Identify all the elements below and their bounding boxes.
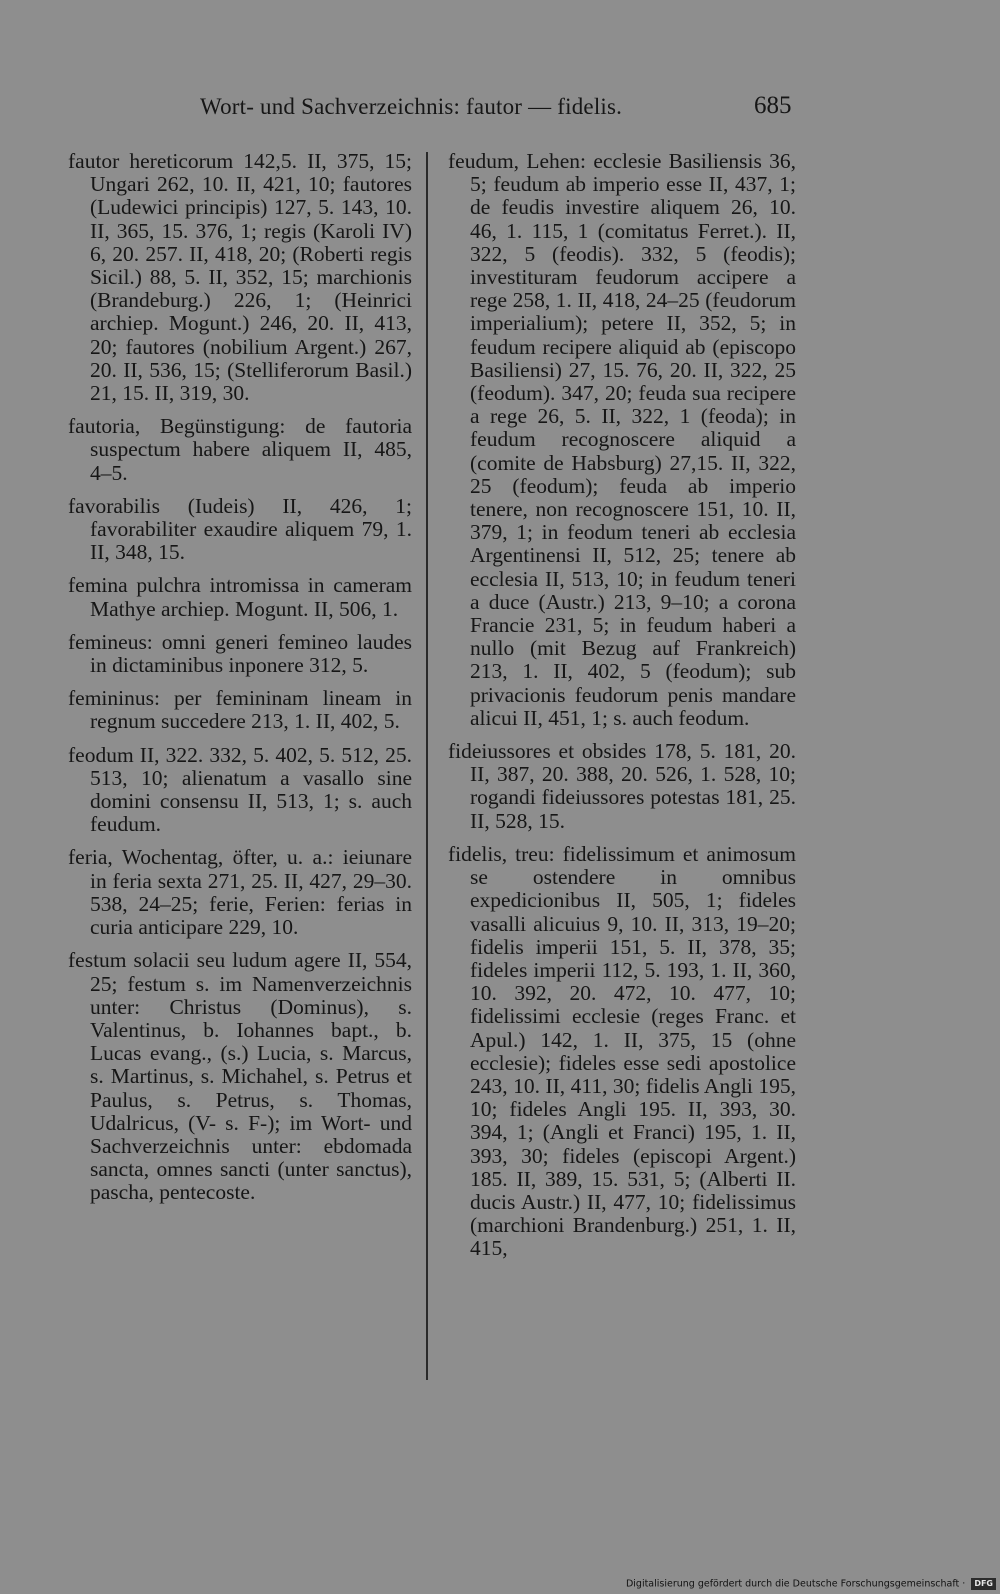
- index-entry-femininus: femininus: per femininam lineam in regnum succedere 213, 1. II, 402, 5.: [68, 686, 412, 734]
- index-entry-femina: femina pulchra intromissa in cameram Mathye archiep. Mogunt. II, 506, 1.: [68, 573, 412, 621]
- index-entry-femineus: femineus: omni generi femineo laudes in dictaminibus inponere 312, 5.: [68, 629, 412, 678]
- running-header: [0, 88, 1000, 128]
- index-column-left: [68, 150, 412, 1215]
- footer-credit-text: Digitalisierung gefördert durch die Deutsche Forschungsgemeinschaft ·: [625, 1578, 966, 1590]
- running-head-title: Wort- und Sachverzeichnis: fautor — fidelis.: [200, 94, 623, 119]
- index-entry-feodum: feodum II, 322. 332, 5. 402, 5. 512, 25. 513, 10; alienatum a vasallo sine domini consensu II, 513, 1; s. auch feudum.: [68, 742, 412, 837]
- column-divider: [426, 152, 428, 1380]
- index-column-right: [448, 150, 796, 1271]
- index-entry-fautoria: fautoria, Begünstigung: de fautoria suspectum habere aliquem II, 485, 4–5.: [68, 414, 412, 485]
- index-entry-fidelis: fidelis, treu: fidelissimum et animosum se ostendere in omnibus expedicionibus II, 505, 1; fideles vasalli alicuius 9, 10. II, 313, 19–20; fidelis imperii 151, 5. II, 378, 35; fideles imperii 112, 5. 193, 1. II, 360, 10. 392, 20. 472, 10. 477, 10; fidelissimi ecclesie (reges Franc. et Apul.) 142, 1. II, 375, 15 (ohne ecclesie); fideles esse sedi apostolice 243, 10. II, 411, 30; fidelis Angli 195, 10; fideles Angli 195. II, 393, 30. 394, 1; (Angli et Franci) 195, 1. II, 393, 30; fideles (episcopi Argent.) 185. II, 389, 15. 531, 5; (Alberti II. ducis Austr.) II, 477, 10; fidelissimus (marchioni Brandenburg.) 251, 1. II, 415,: [448, 841, 796, 1261]
- index-entry-feria: feria, Wochentag, öfter, u. a.: ieiunare in feria sexta 271, 25. II, 427, 29–30. 538, 24–25; ferie, Ferien: ferias in curia anticipare 229, 10.: [68, 845, 412, 940]
- page-number: 685: [754, 92, 792, 119]
- index-entry-fautor: fautor hereticorum 142,5. II, 375, 15; Ungari 262, 10. II, 421, 10; fautores (Ludewici principis) 127, 5. 143, 10. II, 365, 15. 376, 1; regis (Karoli IV) 6, 20. 257. II, 418, 20; (Roberti regis Sicil.) 88, 5. II, 352, 15; marchionis (Brandeburg.) 226, 1; (Heinrici archiep. Mogunt.) 246, 20. II, 413, 20; fautores (nobilium Argent.) 267, 20. II, 536, 15; (Stelliferorum Basil.) 21, 15. II, 319, 30.: [68, 149, 412, 406]
- dfg-logo: DFG: [971, 1578, 996, 1590]
- index-entry-favorabilis: favorabilis (Iudeis) II, 426, 1; favorabiliter exaudire aliquem 79, 1. II, 348, 15.: [68, 493, 412, 565]
- digitization-footer: [0, 1578, 996, 1594]
- index-entry-feudum: feudum, Lehen: ecclesie Basiliensis 36, 5; feudum ab imperio esse II, 437, 1; de feudis investire aliquem 26, 10. 46, 1. 115, 1 (comitatus Ferret.). II, 322, 5 (feodis). 332, 5 (feodis); investituram feudorum accipere a rege 258, 1. II, 418, 24–25 (feudorum imperialium); petere II, 352, 5; in feudum recipere aliquid ab (episcopo Basiliensi) 27, 15. 76, 20. II, 322, 25 (feodum). 347, 20; feuda sua recipere a rege 26, 5. II, 322, 1 (feoda); in feudum recognoscere aliquid a (comite de Habsburg) 27,15. II, 322, 25 (feodum); feuda ab imperio tenere, non recognoscere 151, 10. II, 379, 1; in feodum teneri ab ecclesia Argentinensi II, 512, 25; tenere ab ecclesia II, 513, 10; in feudum teneri a duce (Austr.) 213, 9–10; a corona Francie 231, 5; in feudum haberi a nullo (mit Bezug auf Frankreich) 213, 1. II, 402, 5 (feodum); sub privacionis feudorum penis mandare alicui II, 451, 1; s. auch feodum.: [448, 149, 796, 730]
- index-entry-festum: festum solacii seu ludum agere II, 554, 25; festum s. im Namenverzeichnis unter: Christus (Dominus), s. Valentinus, b. Iohannes bapt., b. Lucas evang., (s.) Lucia, s. Marcus, s. Martinus, s. Michahel, s. Petrus et Paulus, s. Petrus, s. Thomas, Udalricus, (V- s. F-); im Wort- und Sachverzeichnis unter: ebdomada sancta, omnes sancti (unter sanctus), pascha, pentecoste.: [68, 948, 412, 1205]
- index-entry-fideiussores: fideiussores et obsides 178, 5. 181, 20. II, 387, 20. 388, 20. 526, 1. 528, 10; rogandi fideiussores potestas 181, 25. II, 528, 15.: [448, 739, 796, 833]
